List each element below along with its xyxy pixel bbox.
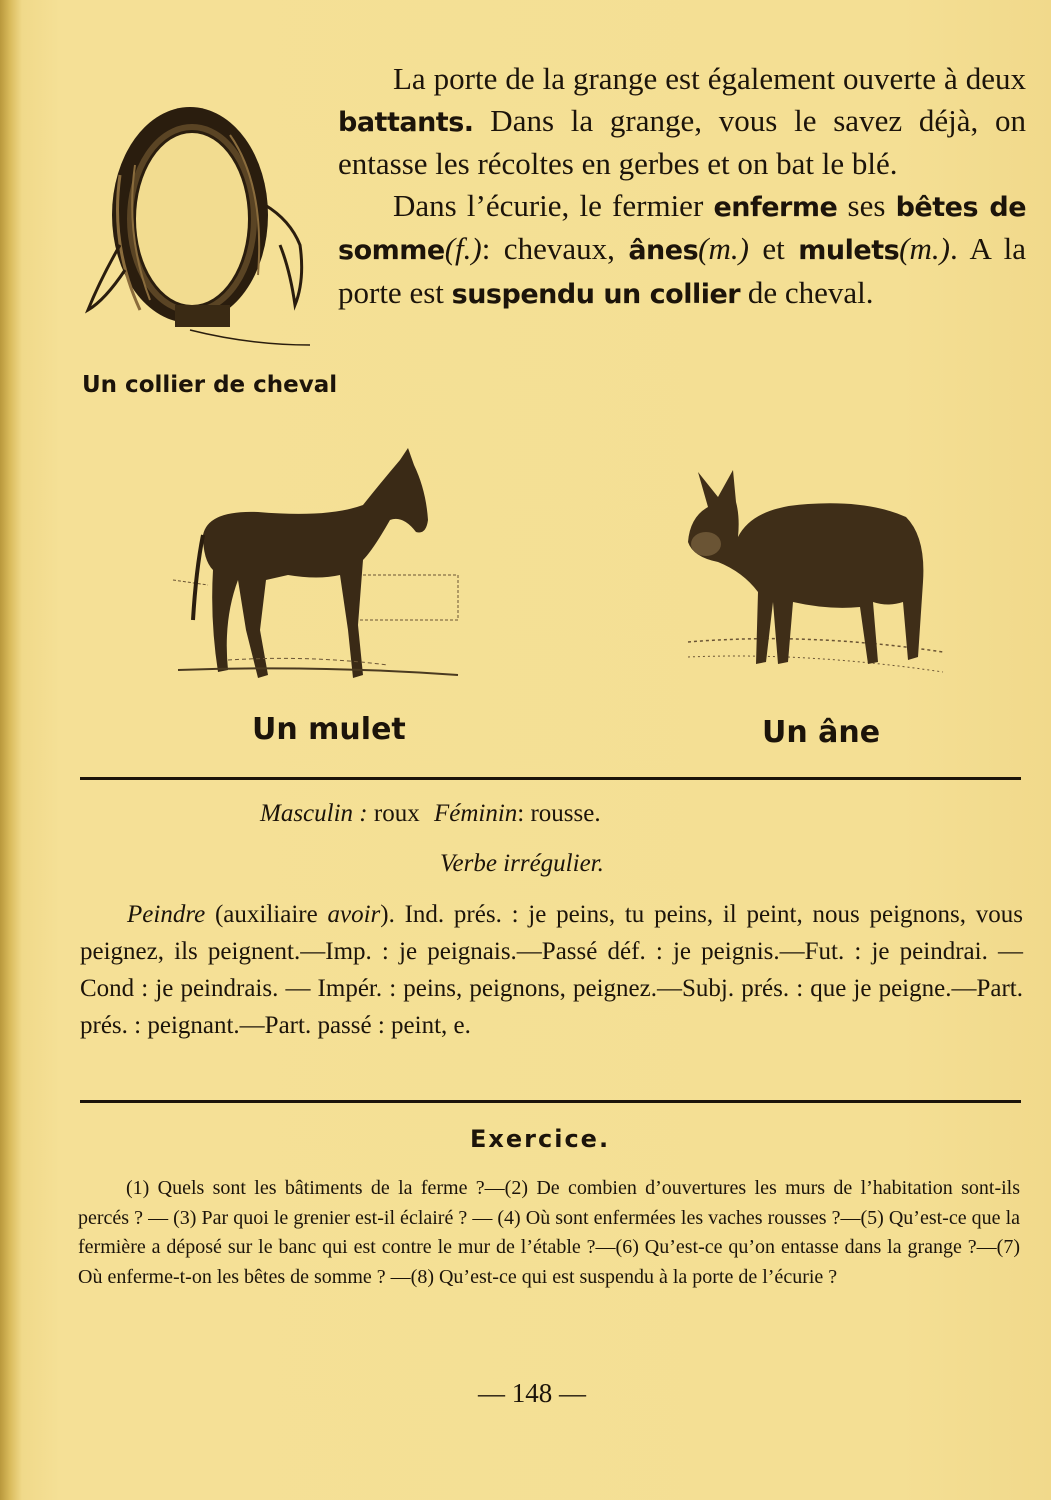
mule-illustration bbox=[168, 440, 468, 700]
intro-paragraph-2 bbox=[338, 185, 1026, 316]
caption-collier: Un collier de cheval bbox=[82, 372, 338, 398]
exercise-title: Exercice. bbox=[470, 1125, 611, 1153]
intro-p1-text-end: Dans la grange, vous le savez déjà, on entasse les récoltes en gerbes et on bat le blé. bbox=[338, 102, 1026, 181]
verb-heading: Verbe irrégulier. bbox=[440, 850, 604, 877]
conjugation-block bbox=[80, 896, 1023, 1044]
keyword-enferme: enferme bbox=[713, 191, 838, 223]
intro-p2-text: : chevaux, bbox=[481, 231, 629, 266]
intro-p2-text: . A la porte est bbox=[338, 231, 1027, 310]
keyword-betes-de-somme: bêtes de somme bbox=[338, 191, 1027, 266]
horse-collar-illustration bbox=[80, 95, 320, 360]
keyword-mulets: mulets bbox=[798, 235, 900, 266]
exercise-text: (1) Quels sont les bâtiments de la ferme ?—(2) De combien d’ouvertures les murs de l’habitation sont-ils percés ? — (3) Par quoi le grenier est-il éclairé ? — (4) Où sont enfermées les vaches rousses ?—(5) Qu’est-ce que la fermière a déposé sur le banc qui est contre le mur de l’étable ?—(6) Qu’est-ce qu’on entasse dans la grange ?—(7) Où enferme-t-on les bêtes de somme ? —(8) Qu’est-ce qui est suspendu à la porte de l’écurie ? bbox=[78, 1177, 1020, 1288]
gender-line bbox=[260, 800, 601, 828]
caption-mulet: Un mulet bbox=[252, 712, 406, 747]
feminin-label: Féminin bbox=[433, 800, 518, 827]
keyword-battants: battants. bbox=[338, 106, 474, 138]
feminin-value: : rousse. bbox=[517, 800, 601, 827]
gender-marker: (m.) bbox=[698, 231, 749, 266]
intro-p2-text: de cheval. bbox=[740, 274, 874, 310]
masculin-label: Masculin : bbox=[260, 800, 368, 827]
intro-p1-text: La porte de la grange est également ouverte à deux bbox=[393, 61, 1026, 96]
page-number: — 148 — bbox=[478, 1378, 586, 1408]
auxiliary-open: (auxiliaire bbox=[205, 901, 328, 928]
caption-ane: Un âne bbox=[762, 715, 881, 750]
conjugation-text: ). Ind. prés. : je peins, tu peins, il peint, nous peignons, vous peignez, ils peignent.—Imp. : je peignais.—Passé déf. : je peignis.—Fut. : je peindrai. — Cond : je peindrais. — Impér. : peins, peignons, peignez.—Subj. prés. : que je peigne.—Part. prés. : peignant.—Part. passé : peint, e. bbox=[80, 901, 1023, 1039]
exercise-block bbox=[78, 1174, 1020, 1292]
gender-marker: (m.) bbox=[899, 231, 950, 266]
section-rule-bottom bbox=[80, 1100, 1021, 1103]
intro-text bbox=[338, 58, 1026, 315]
intro-p2-text: Dans l’écurie, le fermier bbox=[393, 187, 714, 223]
section-rule-top bbox=[80, 777, 1021, 780]
intro-p2-text: ses bbox=[837, 187, 896, 223]
gender-marker: (f.) bbox=[444, 231, 482, 266]
verb-infinitive: Peindre bbox=[127, 901, 206, 928]
donkey-illustration bbox=[678, 462, 953, 697]
masculin-value: roux bbox=[373, 800, 420, 827]
auxiliary-verb: avoir bbox=[327, 901, 381, 928]
conjugation-paragraph bbox=[80, 896, 1023, 1044]
intro-paragraph-1 bbox=[338, 58, 1026, 185]
intro-p2-text: et bbox=[748, 231, 799, 266]
keyword-suspendu-un-collier: suspendu un collier bbox=[451, 278, 741, 310]
keyword-anes: ânes bbox=[628, 235, 699, 266]
